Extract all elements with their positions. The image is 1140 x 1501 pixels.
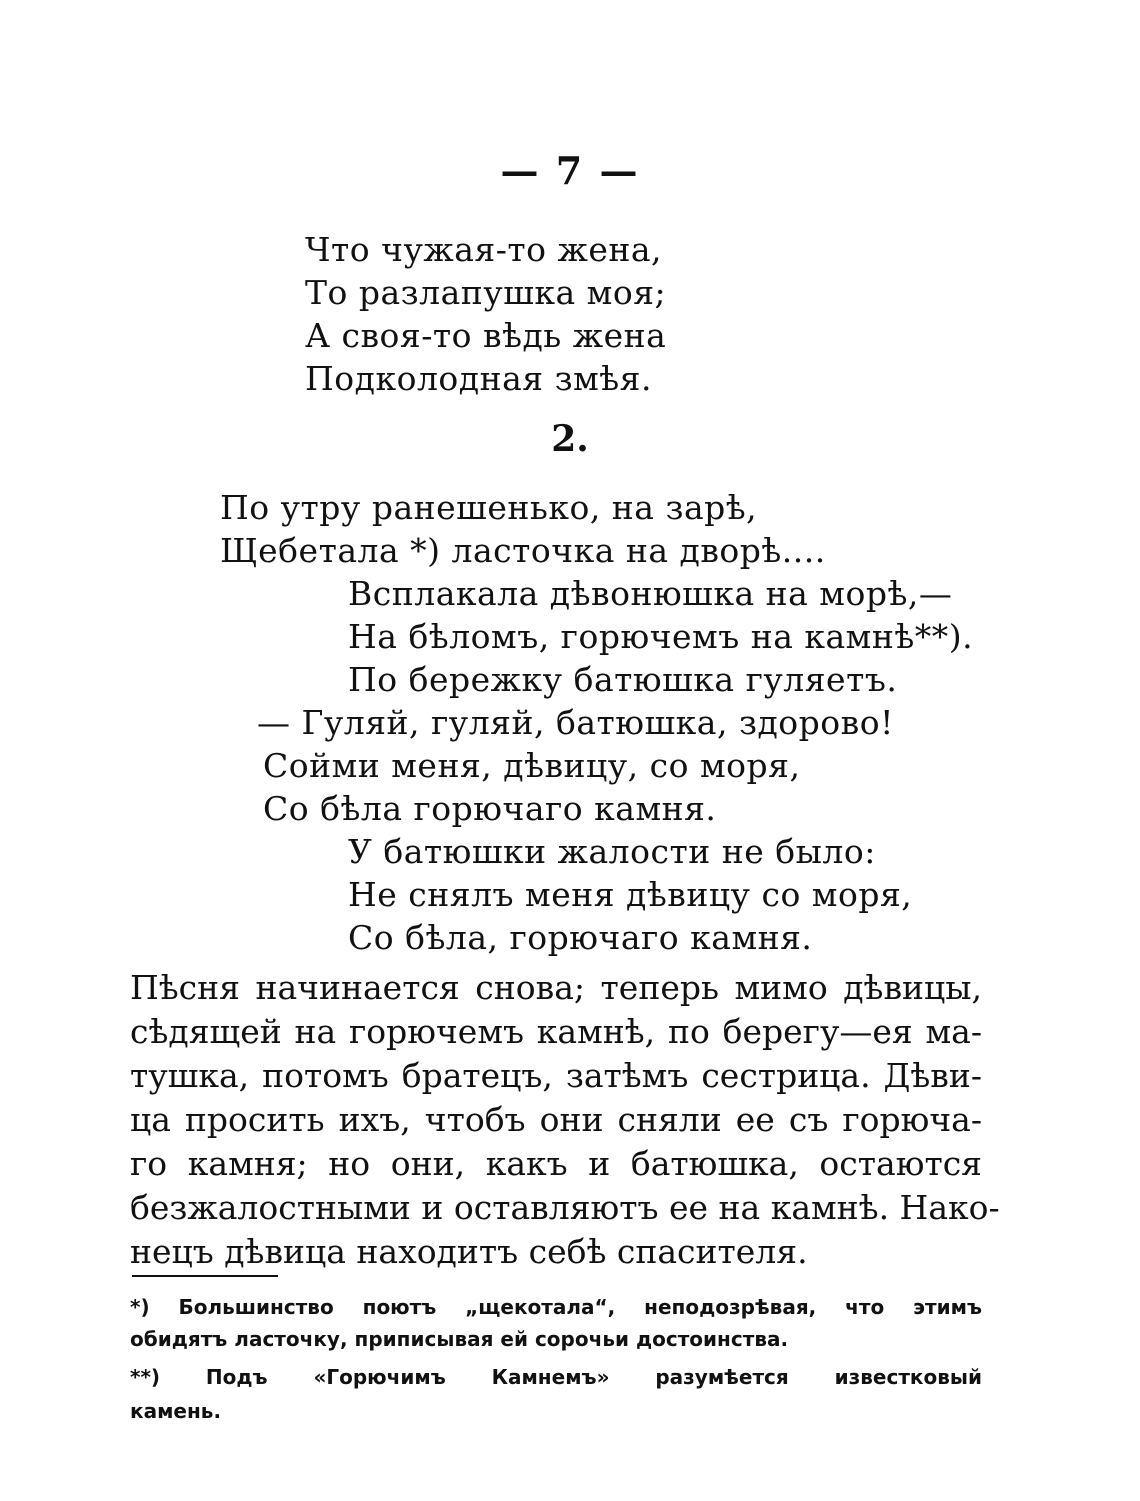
page-number: — 7 —: [500, 148, 640, 193]
verse-line: Со бѣла горючаго камня.: [263, 789, 717, 828]
footnote-line: обидятъ ласточку, приписывая ей сорочьи достоинства.: [130, 1327, 789, 1351]
verse-line: — Гуляй, гуляй, батюшка, здорово!: [257, 703, 894, 742]
prose-line: нецъ дѣвица находитъ себѣ спасителя.: [130, 1232, 808, 1271]
verse-line: Сойми меня, дѣвицу, со моря,: [263, 746, 801, 785]
verse-line: На бѣломъ, горючемъ на камнѣ**).: [348, 617, 974, 656]
footnote-divider: [132, 1275, 278, 1277]
prose-line: тушка, потомъ братецъ, затѣмъ сестрица. Дѣви-: [130, 1056, 982, 1095]
verse-line: Что чужая-то жена,: [305, 230, 663, 269]
verse-line: А своя-то вѣдь жена: [305, 316, 667, 355]
verse-line: Не снялъ меня дѣвицу со моря,: [348, 875, 913, 914]
footnote-line: камень.: [130, 1399, 222, 1423]
prose-line: сѣдящей на горючемъ камнѣ, по берегу—ея ма-: [130, 1012, 982, 1051]
prose-line: го камня; но они, какъ и батюшка, остаются: [130, 1144, 982, 1183]
verse-line: У батюшки жалости не было:: [348, 832, 876, 871]
verse-line: Всплакала дѣвонюшка на морѣ,—: [348, 574, 953, 613]
verse-line: То разлапушка моя;: [305, 273, 667, 312]
section-number: 2.: [551, 418, 589, 460]
footnote-line: **) Подъ «Горючимъ Камнемъ» разумѣется известковый: [130, 1365, 982, 1389]
prose-line: ца просить ихъ, чтобъ они сняли ее съ горюча-: [130, 1100, 982, 1139]
prose-line: безжалостными и оставляютъ ее на камнѣ. Нако-: [130, 1188, 1000, 1227]
verse-line: По бережку батюшка гуляетъ.: [348, 660, 898, 699]
verse-line: Подколодная змѣя.: [305, 359, 652, 398]
footnote-line: *) Большинство поютъ „щекотала“, неподозрѣвая, что этимъ: [130, 1295, 982, 1319]
verse-line: Щебетала *) ласточка на дворѣ....: [220, 531, 826, 570]
verse-line: По утру ранешенько, на зарѣ,: [220, 488, 758, 527]
prose-line: Пѣсня начинается снова; теперь мимо дѣвицы,: [130, 968, 982, 1007]
verse-line: Со бѣла, горючаго камня.: [348, 918, 813, 957]
